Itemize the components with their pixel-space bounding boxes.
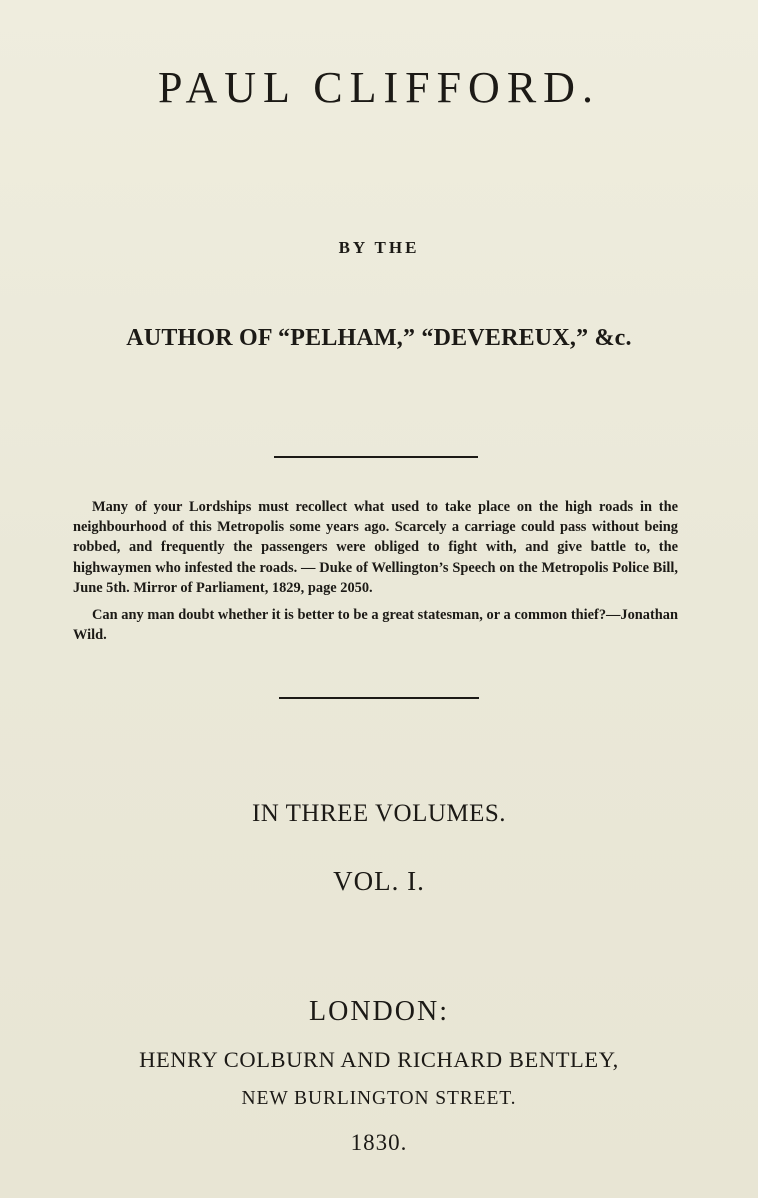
by-line: BY THE	[338, 238, 420, 257]
imprint-publisher: HENRY COLBURN AND RICHARD BENTLEY,	[139, 1047, 619, 1072]
divider-rule-bottom	[279, 697, 479, 699]
epigraph	[73, 497, 678, 645]
divider-rule-top	[274, 456, 478, 458]
volumes-line: IN THREE VOLUMES.	[251, 800, 507, 827]
volume-number: VOL. I.	[333, 866, 425, 896]
epigraph-quote-jonathan-wild: Can any man doubt whether it is better to be a great statesman, or a common thief?—Jonathan Wild.	[73, 607, 678, 644]
imprint-year: 1830.	[350, 1130, 408, 1155]
epigraph-quote-wellington: Many of your Lordships must recollect what used to take place on the high roads in the neighbourhood of this Metropolis some years ago. Scarcely a carriage could pass without being robbed, and frequently the passengers were obliged to fight with, and give battle to, the highwaymen who infested the roads. — Duke of Wellington’s Speech on the Metropolis Police Bill, June 5th. Mirror of Parliament, 1829, page 2050.	[73, 499, 678, 596]
author-line: AUTHOR OF “PELHAM,” “DEVEREUX,” &c.	[126, 325, 632, 351]
imprint-street: NEW BURLINGTON STREET.	[241, 1088, 517, 1109]
book-title: PAUL CLIFFORD.	[158, 63, 600, 112]
imprint-city: LONDON:	[309, 996, 449, 1027]
